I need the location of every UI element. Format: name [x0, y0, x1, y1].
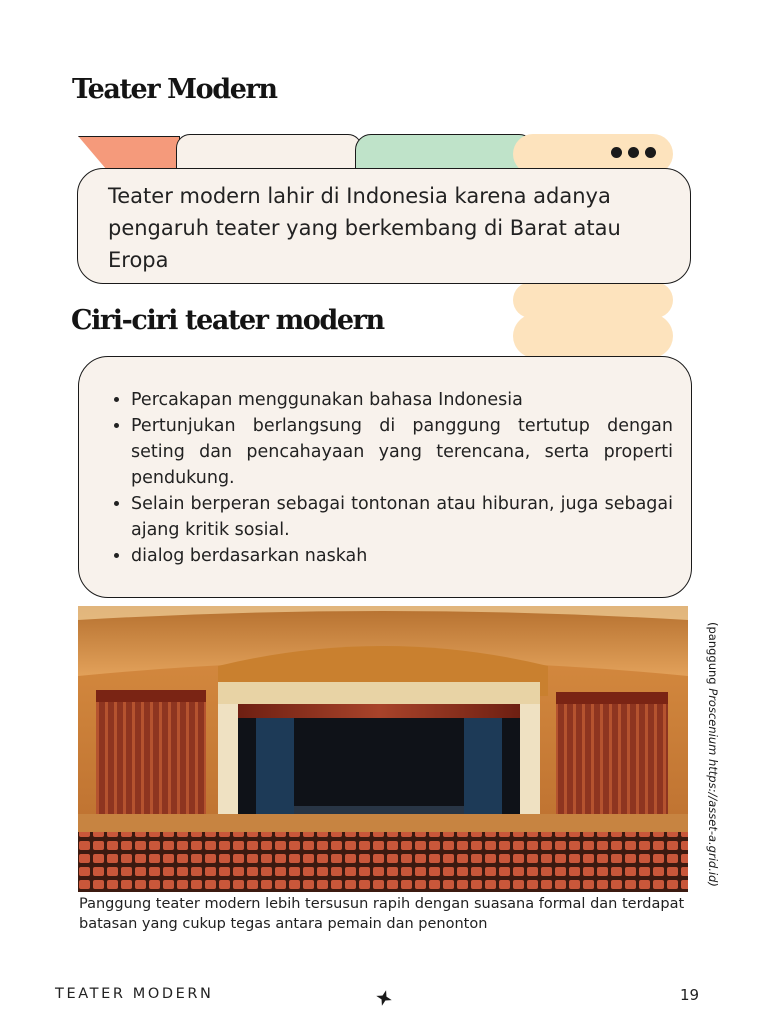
more-dots-icon — [611, 147, 662, 158]
page-number: 19 — [680, 986, 700, 1004]
intro-card — [77, 168, 691, 284]
theater-stage-photo — [78, 606, 688, 892]
characteristics-list — [109, 387, 673, 569]
list-item: • Percakapan menggunakan bahasa Indonesia — [131, 387, 673, 413]
intro-text: Teater modern lahir di Indonesia karena adanya pengaruh teater yang berkembang di Barat atau Eropa — [108, 184, 621, 272]
photo-credit: (panggung Proscenium https://asset-a.grid.id) — [706, 622, 720, 887]
list-item: • Selain berperan sebagai tontonan atau hiburan, juga sebagai ajang kritik sosial. — [131, 491, 673, 543]
page-title: Teater Modern — [72, 74, 277, 105]
characteristics-card — [78, 356, 692, 598]
photo-caption: Panggung teater modern lebih tersusun rapih dengan suasana formal dan terdapat batasan yang cukup tegas antara pemain dan penonton — [79, 896, 685, 932]
list-item: • Pertunjukan berlangsung di panggung tertutup dengan seting dan pencahayaan yang terencana, serta properti pendukung. — [131, 413, 673, 491]
list-item: • dialog berdasarkan naskah — [131, 543, 673, 569]
footer-label: TEATER MODERN — [55, 986, 214, 1002]
section-title: Ciri-ciri teater modern — [71, 305, 384, 336]
four-point-star-icon — [374, 988, 394, 1012]
decorative-tab-orange — [78, 136, 180, 172]
